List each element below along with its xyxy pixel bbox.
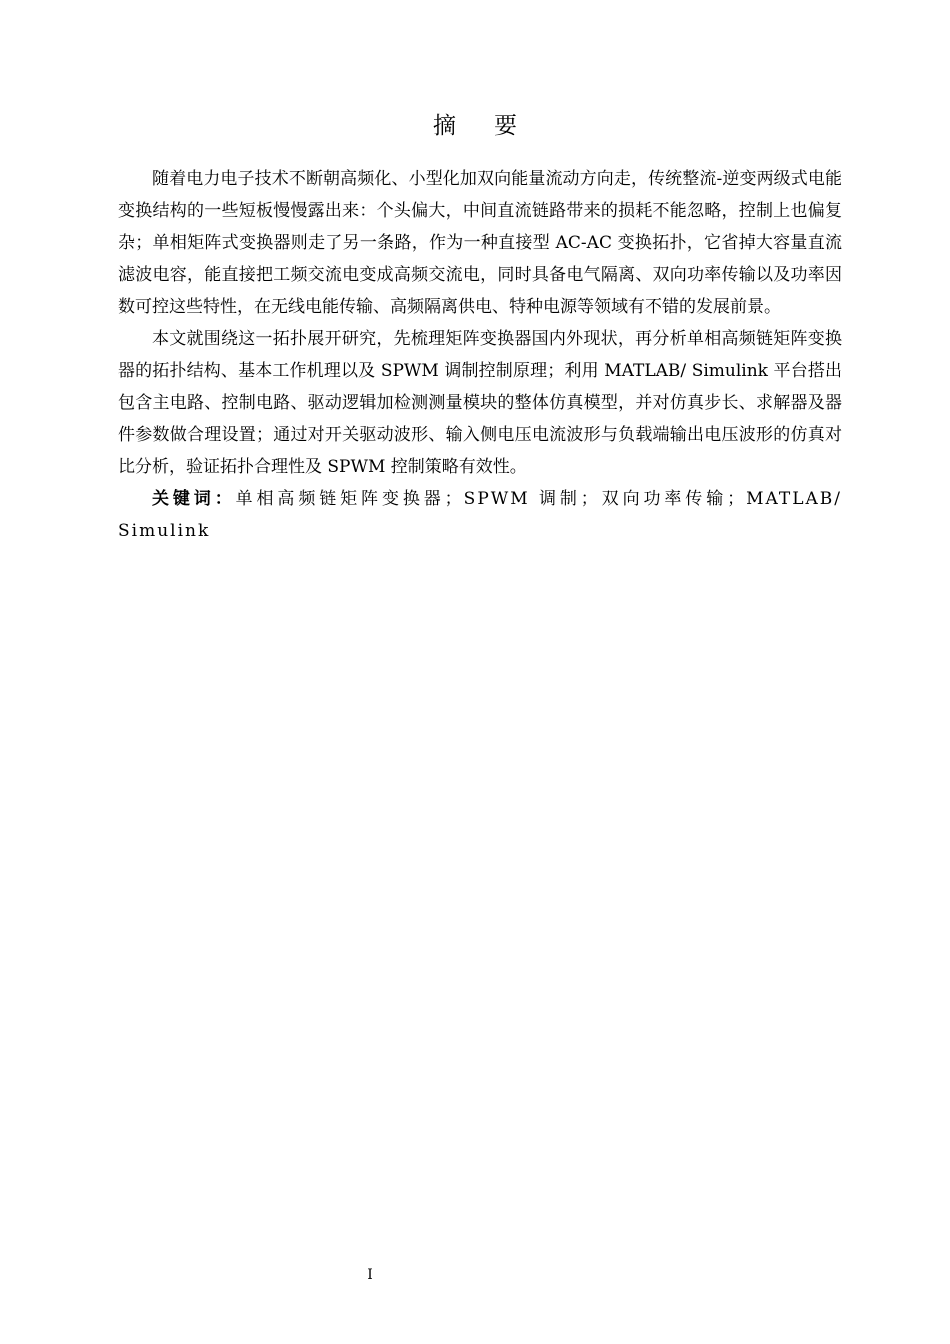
abstract-body bbox=[118, 163, 842, 547]
page-number: I bbox=[367, 1267, 373, 1283]
keywords-label: 关键词： bbox=[152, 489, 236, 509]
page-title: 摘要 bbox=[433, 113, 555, 139]
abstract-paragraph-1: 随着电力电子技术不断朝高频化、小型化加双向能量流动方向走，传统整流-逆变两级式电能变换结构的一些短板慢慢露出来：个头偏大，中间直流链路带来的损耗不能忽略，控制上也偏复杂；单相矩阵式变换器则走了另一条路，作为一种直接型 AC-AC 变换拓扑，它省掉大容量直流滤波电容，能直接把工频交流电变成高频交流电，同时具备电气隔离、双向功率传输以及功率因数可控这些特性，在无线电能传输、高频隔离供电、特种电源等领域有不错的发展前景。 bbox=[118, 169, 842, 317]
keywords-line bbox=[118, 483, 842, 547]
keywords-text: 单相高频链矩阵变换器；SPWM 调制；双向功率传输；MATLAB/ Simulink bbox=[118, 489, 842, 541]
abstract-paragraph-2: 本文就围绕这一拓扑展开研究，先梳理矩阵变换器国内外现状，再分析单相高频链矩阵变换器的拓扑结构、基本工作机理以及 SPWM 调制控制原理；利用 MATLAB/ Simulink 平台搭出包含主电路、控制电路、驱动逻辑加检测测量模块的整体仿真模型，并对仿真步长、求解器及器件参数做合理设置；通过对开关驱动波形、输入侧电压电流波形与负载端输出电压波形的仿真对比分析，验证拓扑合理性及 SPWM 控制策略有效性。 bbox=[118, 329, 842, 477]
